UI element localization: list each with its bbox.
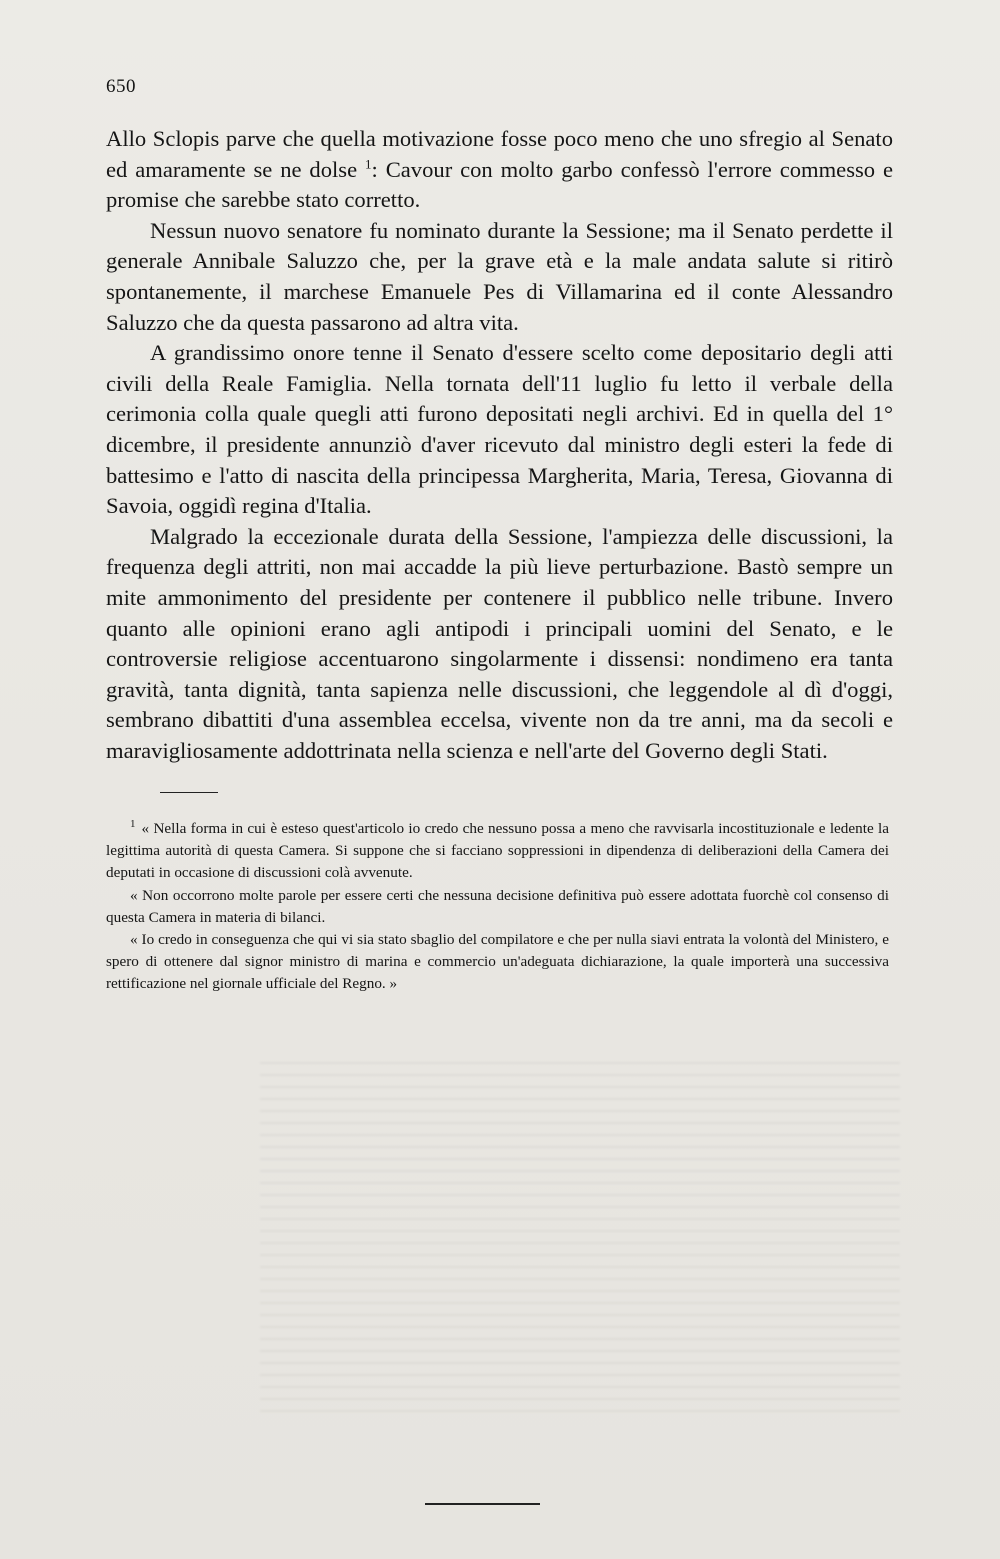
footnote-marker: 1 (130, 817, 136, 830)
paragraph-2: Nessun nuovo senatore fu nominato durante la Sessione; ma il Senato perdette il generale Annibale Saluzzo che, per la grave età e la male andata salute si ritirò spontanemente, il marchese Emanuele Pes di Villamarina ed il conte Alessandro Saluzzo che da questa passarono ad altra vita. (106, 217, 893, 335)
footnote-paragraph-1-text: « Nella forma in cui è esteso quest'articolo io credo che nessuno possa a meno che ravvisarla incostituzionale e ledente la legittima autorità di questa Camera. Si suppone che si facciano soppressioni in dipendenza di deliberazioni della Camera dei deputati in occasione di discussioni colà avvenute. (106, 820, 889, 882)
footnote-paragraph-3: « Io credo in conseguenza che qui vi sia stato sbaglio del compilatore e che per nulla siavi entrata la volontà del Ministero, e spero di ottenere dal signor ministro di marina e commercio un'adeguata dichiarazione, la quale importerà una successiva rettificazione nel giornale ufficiale del Regno. » (106, 931, 889, 993)
footnote-divider (160, 792, 218, 793)
show-through-text (260, 1062, 900, 1422)
paragraph-1-text-continued: : Cavour con molto garbo confessò l'errore commesso e promise che sarebbe stato corretto. (106, 156, 893, 213)
page-number: 650 (106, 76, 136, 97)
end-of-section-rule (425, 1503, 540, 1505)
main-text (106, 124, 893, 766)
footnotes (106, 818, 889, 996)
paragraph-1 (106, 124, 893, 216)
footnote-paragraph-1 (106, 818, 889, 885)
footnote-reference: 1 (365, 156, 372, 172)
footnote-paragraph-2: « Non occorrono molte parole per essere certi che nessuna decisione definitiva può essere adottata fuorchè col consenso di questa Camera in materia di bilanci. (106, 886, 889, 926)
paragraph-1-text: Allo Sclopis parve che quella motivazione fosse poco meno che uno sfregio al Senato ed amaramente se ne dolse (106, 126, 893, 182)
paragraph-4: Malgrado la eccezionale durata della Sessione, l'ampiezza delle discussioni, la frequenza degli attriti, non mai accadde la più lieve perturbazione. Bastò sempre un mite ammonimento del presidente per contenere il pubblico nelle tribune. Invero quanto alle opinioni erano agli antipodi i principali uomini del Senato, e le controversie religiose accentuarono singolarmente i dissensi: nondimeno era tanta gravità, tanta dignità, tanta sapienza nelle discussioni, che leggendole al dì d'oggi, sembrano dibattiti d'una assemblea eccelsa, vivente non da tre anni, ma da secoli e maravigliosamente addottrinata nella scienza e nell'arte del Governo degli Stati. (106, 523, 893, 763)
paragraph-3: A grandissimo onore tenne il Senato d'essere scelto come depositario degli atti civili della Reale Famiglia. Nella tornata dell'11 luglio fu letto il verbale della cerimonia colla quale quegli atti furono depositati negli archivi. Ed in quella del 1° dicembre, il presidente annunziò d'aver ricevuto dal ministro degli esteri la fede di battesimo e l'atto di nascita della principessa Margherita, Maria, Teresa, Giovanna di Savoia, oggidì regina d'Italia. (106, 340, 893, 519)
